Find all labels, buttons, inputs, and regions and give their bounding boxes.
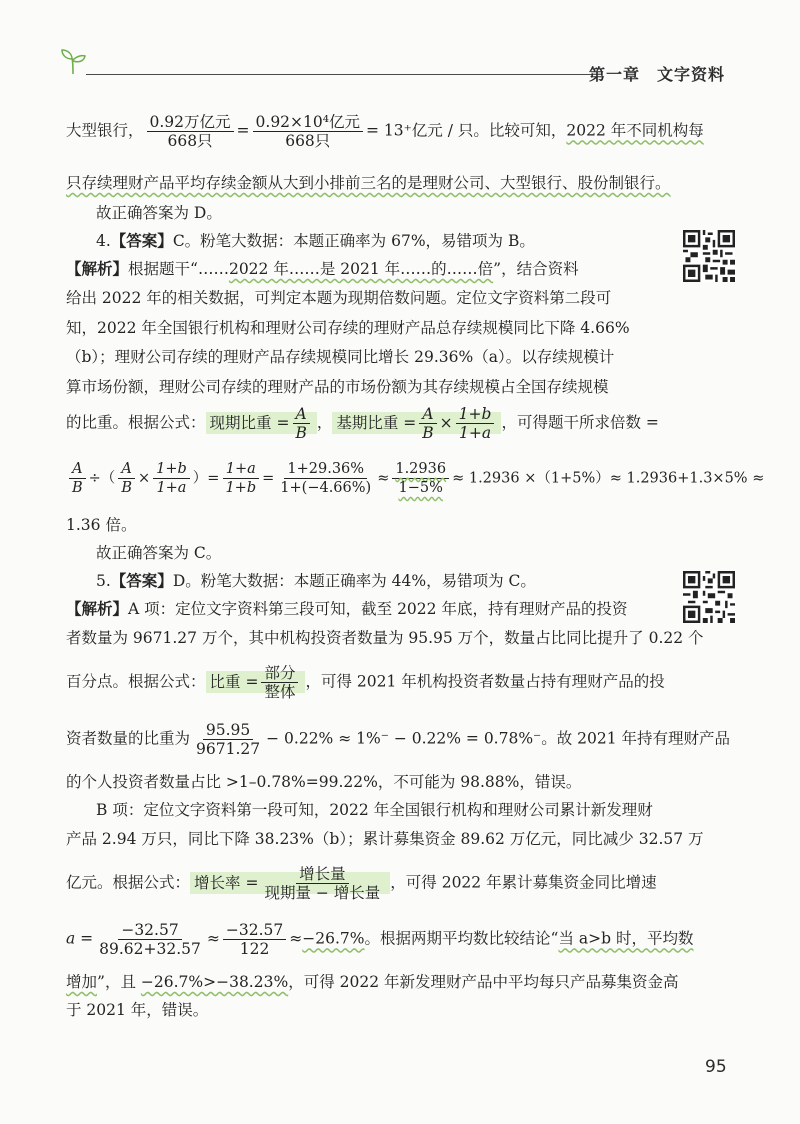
text-run: ≈ [377,470,390,487]
text-run: × [137,470,151,487]
fraction-denominator: 122 [239,940,270,958]
fraction-denominator: 9671.27 [196,740,261,758]
highlighted-phrase: 2022 年不同机构每 [566,121,704,140]
highlighted-phrase: 当 a>b 时，平均数 [558,929,694,948]
highlighted-phrase: −26.7%>−38.23% [140,973,289,991]
formula-label: 现期比重 = [209,413,290,432]
header-rule [86,74,592,75]
text-run: 的比重。根据公式： [66,413,206,432]
text-run: C。粉笔大数据：本题正确率为 67%，易错项为 B。 [172,232,535,250]
fraction-numerator: 1+29.36% [284,460,367,479]
text-run: ≈ 1.2936 ×（1+5%）≈ 1.2936+1.3×5% ≈ [452,470,765,487]
analysis-label: 【解析】 [66,600,129,618]
fraction-numerator: 1.2936 [392,460,449,479]
text-run: ”，且 [97,973,141,991]
chapter-title: 第一章 文字资料 [588,65,725,84]
formula-box-growth-rate [190,865,390,902]
fraction [223,921,286,958]
fraction-denominator: 89.62+32.57 [99,940,201,958]
question-number: 5. [96,572,111,590]
text-run: = [262,470,275,487]
fraction-denominator: 1+a [156,480,187,496]
text-line-2: 只存续理财产品平均存续金额从大到小排前三名的是理财公司、大型银行、股份制银行。 [66,174,671,192]
text-line-7: 知，2022 年全国银行机构和理财公司存续的理财产品总存续规模同比下降 4.66% [66,319,630,337]
highlighted-phrase: 2022 年……是 2021 年……的……倍 [228,260,494,278]
formula-line-11 [66,460,765,497]
answer-label: 【答案】 [110,232,173,250]
fraction-numerator: A [118,460,134,479]
fraction-numerator: A [69,460,85,479]
formula-label: 基期比重 = [336,413,417,432]
text-run: ， [316,413,333,432]
text-line-3: 故正确答案为 D。 [96,204,222,222]
qr-code-icon[interactable] [683,571,735,623]
formula-line-23 [66,921,694,958]
text-run: A 项：定位文字资料第三段可知，截至 2022 年底，持有理财产品的投资 [128,600,628,618]
text-line-21: 产品 2.94 万只，同比下降 38.23%（b）；累计募集资金 89.62 万亿元，同比减少 32.57 万 [66,830,704,848]
text-run: 百分点。根据公式： [66,672,206,691]
fraction-denominator: 668只 [285,132,331,150]
fraction-denominator: 整体 [264,683,296,701]
text-line-9: 算市场份额，理财公司存续的理财产品的市场份额为其存续规模占全国存续规模 [66,378,609,396]
fraction-denominator: 1+b [225,480,257,496]
fraction-denominator: 1+a [459,424,492,442]
text-line-8: （b）；理财公司存续的理财产品存续规模同比增长 29.36%（a）。以存续规模计 [66,348,615,366]
text-run: ≈ [289,929,303,948]
text-line-19: 的个人投资者数量占比 >1–0.78%=99.22%，不可能为 98.88%，错误。 [66,773,582,791]
text-line-20: B 项：定位文字资料第一段可知，2022 年全国银行机构和理财公司累计新发理财 [96,801,653,819]
text-run: 根据题干“…… [128,260,229,278]
fraction-denominator: B [295,424,307,442]
formula-label: 增长率 = [194,873,259,892]
text-run: ，可得 2021 年机构投资者数量占持有理财产品的投 [305,672,665,691]
fraction-numerator: 95.95 [203,721,253,740]
fraction [69,460,86,497]
fraction [253,113,363,150]
text-line-13: 故正确答案为 C。 [96,544,222,562]
formula-box-current-proportion [206,405,317,442]
qr-code-icon[interactable] [683,230,735,282]
fraction-denominator: B [121,480,132,496]
text-run: × [439,413,453,432]
text-run: = [236,121,250,140]
fraction [292,405,309,442]
fraction-denominator: 1+(−4.66%) [280,480,372,496]
highlighted-value: −26.7% [302,929,365,948]
text-run: a = [66,929,94,948]
text-line-6: 给出 2022 年的相关数据，可判定本题为现期倍数问题。定位文字资料第二段可 [66,289,612,307]
answer-line-q5 [96,571,696,591]
fraction [147,113,234,150]
fraction-denominator: B [422,424,434,442]
formula-line-18 [66,721,731,758]
fraction-denominator: 现期量 − 增长量 [264,884,381,902]
fraction [261,865,383,902]
fraction-numerator: 增长量 [296,865,349,884]
formula-box-base-proportion [332,405,501,442]
formula-line-22 [66,865,666,902]
formula-label: 比重 = [209,672,259,691]
fraction [118,460,135,497]
analysis-line-q5 [66,599,666,619]
fraction-numerator: −32.57 [118,921,181,940]
fraction [153,460,190,497]
fraction-denominator: 668只 [167,132,213,150]
text-run: D。粉笔大数据：本题正确率为 44%，易错项为 C。 [172,572,536,590]
text-run: ，可得 2022 年累计募集资金同比增速 [390,873,657,892]
fraction [222,460,259,497]
answer-label: 【答案】 [110,572,173,590]
analysis-label: 【解析】 [66,260,129,278]
text-run: ÷（ [88,470,116,487]
fraction-numerator: A [419,405,436,424]
fraction [261,664,298,701]
text-run: ”，结合资料 [493,260,579,278]
fraction-denominator: 1−5% [398,480,443,496]
fraction-numerator: 1+b [153,460,190,479]
text-run: ≈ [206,929,220,948]
page-number: 95 [705,1057,727,1077]
analysis-line-q4 [66,259,666,279]
text-run: 亿元。根据公式： [66,873,191,892]
text-run: − 0.22% ≈ 1%⁻ − 0.22% = 0.78%⁻。故 2021 年持有理财产品 [266,729,731,748]
fraction [277,460,374,497]
fraction-numerator: 0.92万亿元 [147,113,234,132]
text-line-16: 者数量为 9671.27 万个，其中机构投资者数量为 95.95 万个，数量占比同比提升了 0.22 个 [66,629,704,647]
fraction-denominator: B [72,480,83,496]
fraction [419,405,436,442]
fraction [96,921,204,958]
text-line-24 [66,972,679,992]
leaf-sprout-icon [58,46,88,76]
text-run: 资者数量的比重为 [66,729,191,748]
text-line-12: 1.36 倍。 [66,516,137,534]
fraction [392,460,449,497]
text-line-1 [66,113,704,150]
text-run: = 13⁺亿元 / 只。比较可知， [365,121,567,140]
highlighted-phrase: 增加 [66,973,98,991]
answer-line-q4 [96,231,696,251]
fraction [193,721,263,758]
formula-line-17 [66,664,666,701]
question-number: 4. [96,232,111,250]
fraction-numerator: 0.92×10⁴亿元 [253,113,363,132]
fraction [456,405,495,442]
fraction-numerator: −32.57 [223,921,286,940]
text-run: ，可得 2022 年新发理财产品中平均每只产品募集资金高 [288,973,679,991]
fraction-numerator: A [293,405,310,424]
fraction-numerator: 部分 [261,664,298,683]
fraction-numerator: 1+a [223,460,259,479]
text-line-25: 于 2021 年，错误。 [66,1001,209,1019]
fraction-numerator: 1+b [456,405,495,424]
formula-box-proportion [206,664,306,701]
text-run: 。根据两期平均数比较结论“ [364,929,559,948]
formula-line-10 [66,405,666,442]
text-run: ）= [192,470,220,487]
text-run: 大型银行， [66,121,144,140]
text-run: ，可得题干所求倍数 = [501,413,659,432]
